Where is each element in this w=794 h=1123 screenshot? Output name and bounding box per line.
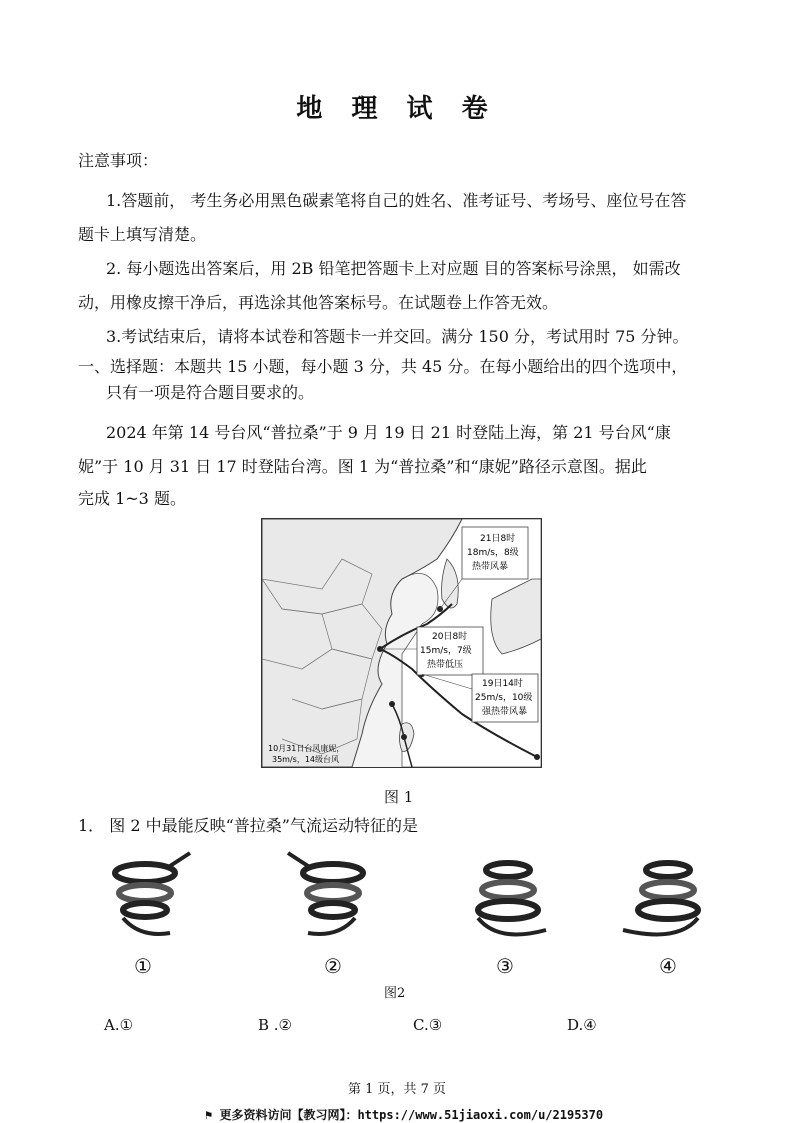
map-label-2-line2: 15m/s，7级 xyxy=(420,646,472,656)
section-heading-cont: 只有一项是符合题目要求的。 xyxy=(106,383,315,402)
notice-line-2: 题卡上填写清楚。 xyxy=(78,225,207,244)
banner-text: 更多资料访问【教习网】：https://www.51jiaoxi.com/u/2195370 xyxy=(219,1108,604,1122)
notice-line-4: 动，用橡皮擦干净后，再选涂其他答案标号。在试题卷上作答无效。 xyxy=(78,293,559,312)
page-title: 地 理 试 卷 xyxy=(296,94,498,124)
map-label-4-line2: 35m/s，14级台风 xyxy=(272,755,340,764)
flag-icon: ⚑ xyxy=(205,1108,220,1122)
notice-heading: 注意事项： xyxy=(78,151,159,170)
swirl-figure-1 xyxy=(95,848,195,952)
figure-1-caption: 图 1 xyxy=(384,788,414,806)
map-drawing xyxy=(262,519,541,767)
figure-2-caption: 图2 xyxy=(384,986,406,1001)
fig2-number-3: ③ xyxy=(496,954,514,978)
section-heading: 一、选择题：本题共 15 小题，每小题 3 分，共 45 分。在每小题给出的四个选项中， xyxy=(78,357,688,376)
fig2-number-4: ④ xyxy=(659,954,677,978)
map-label-3-line1: 19日14时 xyxy=(482,679,523,689)
map-label-1-line3: 热带风暴 xyxy=(472,562,509,572)
notice-line-5: 3.考试结束后，请将本试卷和答题卡一并交回。满分 150 分，考试用时 75 分钟。 xyxy=(106,327,689,346)
option-a[interactable]: A.① xyxy=(104,1016,134,1034)
notice-line-1: 1.答题前， 考生务必用黑色碳素笔将自己的姓名、准考证号、考场号、座位号在答 xyxy=(106,191,687,210)
fig2-number-2: ② xyxy=(324,954,342,978)
source-banner[interactable] xyxy=(205,1106,603,1123)
typhoon-path-map xyxy=(261,518,542,768)
map-label-4-line1: 10月31日台风康妮， xyxy=(268,744,345,753)
fig2-number-1: ① xyxy=(134,954,152,978)
map-label-1-line2: 18m/s，8级 xyxy=(467,548,519,558)
swirl-figure-2 xyxy=(283,848,383,952)
notice-line-3: 2. 每小题选出答案后，用 2B 铅笔把答题卡上对应题 目的答案标号涂黑， 如需改 xyxy=(106,259,681,278)
swirl-figure-3 xyxy=(458,848,558,952)
option-d[interactable]: D.④ xyxy=(567,1016,597,1034)
passage-line-1: 2024 年第 14 号台风“普拉桑”于 9 月 19 日 21 时登陆上海，第 21 号台风“康 xyxy=(106,423,671,442)
map-label-3-line3: 强热带风暴 xyxy=(482,707,528,717)
option-b[interactable]: B .② xyxy=(258,1016,293,1034)
map-label-2-line1: 20日8时 xyxy=(432,632,468,642)
map-label-3-line2: 25m/s，10级 xyxy=(475,693,533,703)
map-label-2-line3: 热带低压 xyxy=(427,660,464,670)
option-c[interactable]: C.③ xyxy=(413,1016,443,1034)
passage-line-3: 完成 1~3 题。 xyxy=(78,489,186,508)
swirl-figure-4 xyxy=(618,848,718,952)
question-1: 1． 图 2 中最能反映“普拉桑”气流运动特征的是 xyxy=(78,816,418,835)
map-label-1-line1: 21日8时 xyxy=(480,534,516,544)
passage-line-2: 妮”于 10 月 31 日 17 时登陆台湾。图 1 为“普拉桑”和“康妮”路径示意图。据此 xyxy=(78,457,647,476)
page-footer: 第 1 页，共 7 页 xyxy=(347,1082,447,1097)
